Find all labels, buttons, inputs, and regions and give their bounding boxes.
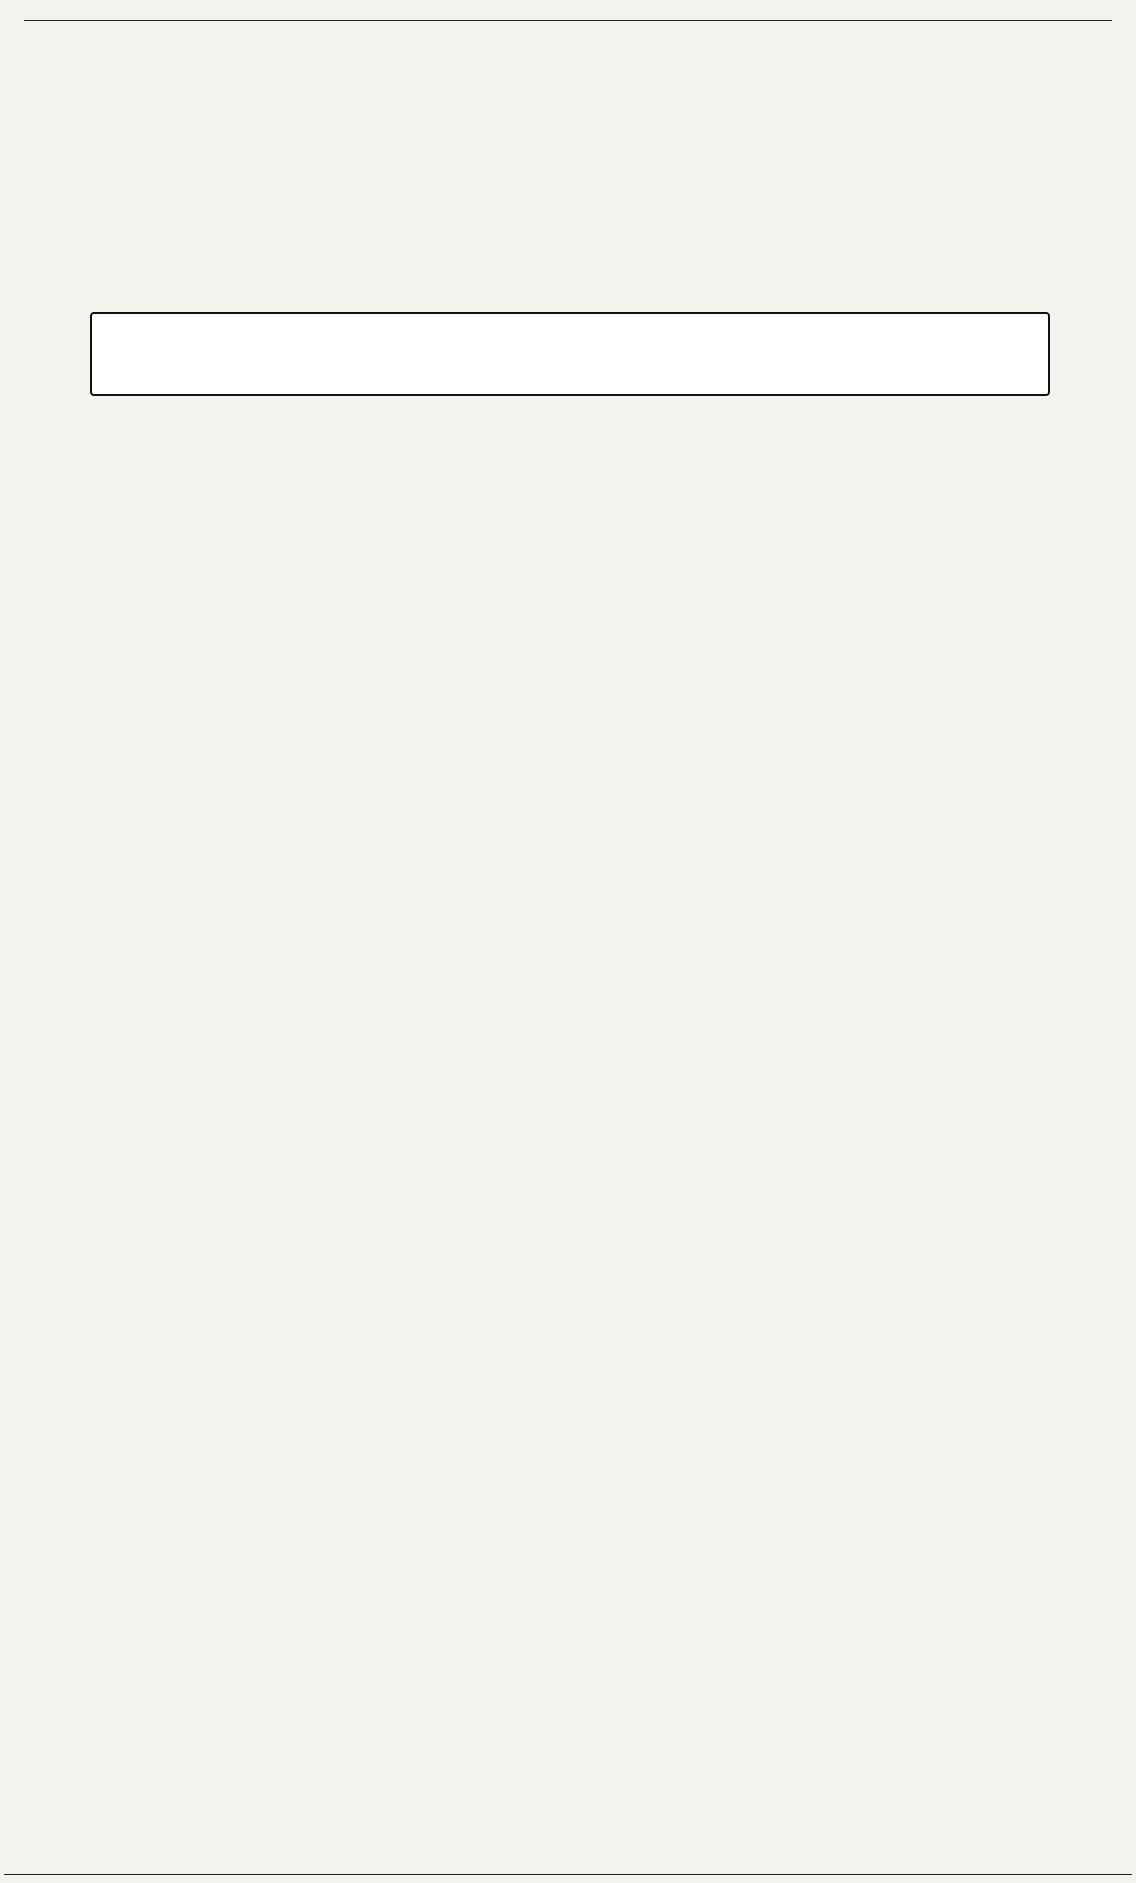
page-footer bbox=[4, 1874, 1132, 1877]
dateline bbox=[24, 6, 1112, 21]
top-classifieds bbox=[4, 62, 1132, 306]
home-service-guide-banner bbox=[90, 312, 1050, 396]
guide-columns bbox=[4, 416, 1132, 1857]
